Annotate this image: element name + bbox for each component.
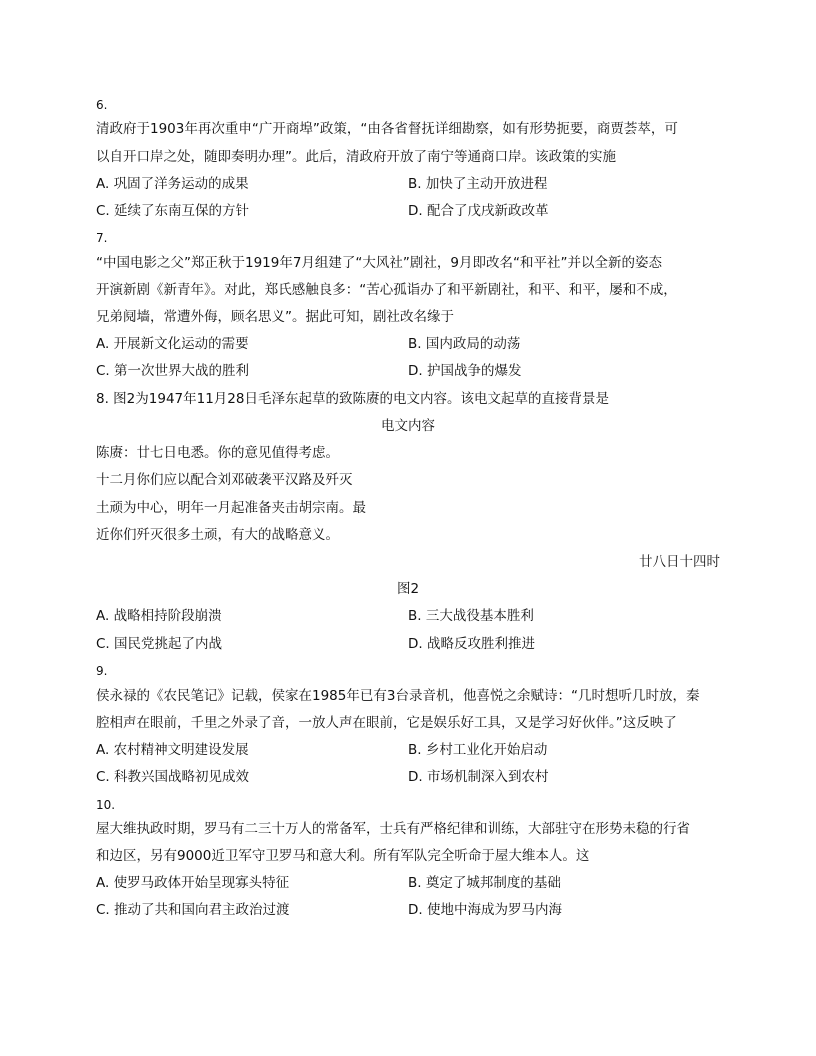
q8-option-d: D. 战略反攻胜利推进 — [408, 636, 535, 652]
q10-option-d: D. 使地中海成为罗马内海 — [408, 902, 562, 918]
q8-stem-line1: 8. 图2为1947年11月28日毛泽东起草的致陈赓的电文内容。该电文起草的直接背景是 — [96, 391, 609, 407]
q8-telegram-line4: 近你们歼灭很多土顽，有大的战略意义。 — [96, 527, 339, 543]
q10-number: 10. — [96, 798, 116, 812]
q10-stem-line1: 屋大维执政时期，罗马有二三十万人的常备军，士兵有严格纪律和训练，大部驻守在形势未稳的行省 — [96, 821, 690, 837]
q7-number: 7. — [96, 231, 108, 245]
q10-option-b: B. 奠定了城邦制度的基础 — [408, 875, 561, 891]
q6-stem-line2: 以自开口岸之处，随即奏明办理”。此后，清政府开放了南宁等通商口岸。该政策的实施 — [96, 149, 616, 165]
q6-option-b: B. 加快了主动开放进程 — [408, 176, 548, 192]
q7-option-b: B. 国内政局的动荡 — [408, 336, 521, 352]
q8-telegram-line2: 十二月你们应以配合刘邓破袭平汉路及歼灭 — [96, 472, 353, 488]
q9-option-c: C. 科教兴国战略初见成效 — [96, 769, 250, 785]
q9-option-a: A. 农村精神文明建设发展 — [96, 742, 249, 758]
q9-option-d: D. 市场机制深入到农村 — [408, 769, 549, 785]
q10-option-c: C. 推动了共和国向君主政治过渡 — [96, 902, 290, 918]
q10-option-a: A. 使罗马政体开始呈现寡头特征 — [96, 875, 290, 891]
q8-option-c: C. 国民党挑起了内战 — [96, 636, 223, 652]
q7-option-a: A. 开展新文化运动的需要 — [96, 336, 249, 352]
q8-telegram-line3: 土顽为中心，明年一月起准备夹击胡宗南。最 — [96, 500, 366, 516]
q7-stem-line2: 开演新剧《新青年》。对此，郑氏感触良多：“苦心孤诣办了和平新剧社，和平、和平，屡和不成， — [96, 282, 677, 298]
q9-option-b: B. 乡村工业化开始启动 — [408, 742, 548, 758]
q10-stem-line2: 和边区，另有9000近卫军守卫罗马和意大利。所有军队完全听命于屋大维本人。这 — [96, 848, 590, 864]
q6-stem-line1: 清政府于1903年再次重申“广开商埠”政策，“由各省督抚详细勘察，如有形势扼要，商贾荟萃，可 — [96, 121, 678, 137]
q8-option-a: A. 战略相持阶段崩溃 — [96, 608, 222, 624]
q8-telegram-line1: 陈赓：廿七日电悉。你的意见值得考虑。 — [96, 445, 339, 461]
q7-stem-line3: 兄弟阋墙，常遭外侮，顾名思义”。据此可知，剧社改名缘于 — [96, 309, 454, 325]
q6-option-c: C. 延续了东南互保的方针 — [96, 203, 250, 219]
q7-option-d: D. 护国战争的爆发 — [408, 363, 522, 379]
q6-number: 6. — [96, 98, 108, 112]
q7-stem-line1: “中国电影之父”郑正秋于1919年7月组建了“大风社”剧社，9月即改名“和平社”并以全新的姿态 — [96, 255, 662, 271]
q9-number: 9. — [96, 664, 108, 678]
q8-telegram-title: 电文内容 — [381, 418, 435, 434]
q8-figure-caption: 图2 — [396, 581, 420, 597]
q6-option-d: D. 配合了戊戌新政改革 — [408, 203, 549, 219]
q8-option-b: B. 三大战役基本胜利 — [408, 608, 534, 624]
q9-stem-line2: 腔相声在眼前，千里之外录了音，一放人声在眼前，它是娱乐好工具，又是学习好伙伴。”这反映了 — [96, 715, 677, 731]
q9-stem-line1: 侯永禄的《农民笔记》记载，侯家在1985年已有3台录音机，他喜悦之余赋诗：“几时想听几时放，秦 — [96, 688, 700, 704]
q7-option-c: C. 第一次世界大战的胜利 — [96, 363, 250, 379]
q6-option-a: A. 巩固了洋务运动的成果 — [96, 176, 249, 192]
q8-telegram-time: 廿八日十四时 — [639, 554, 720, 570]
